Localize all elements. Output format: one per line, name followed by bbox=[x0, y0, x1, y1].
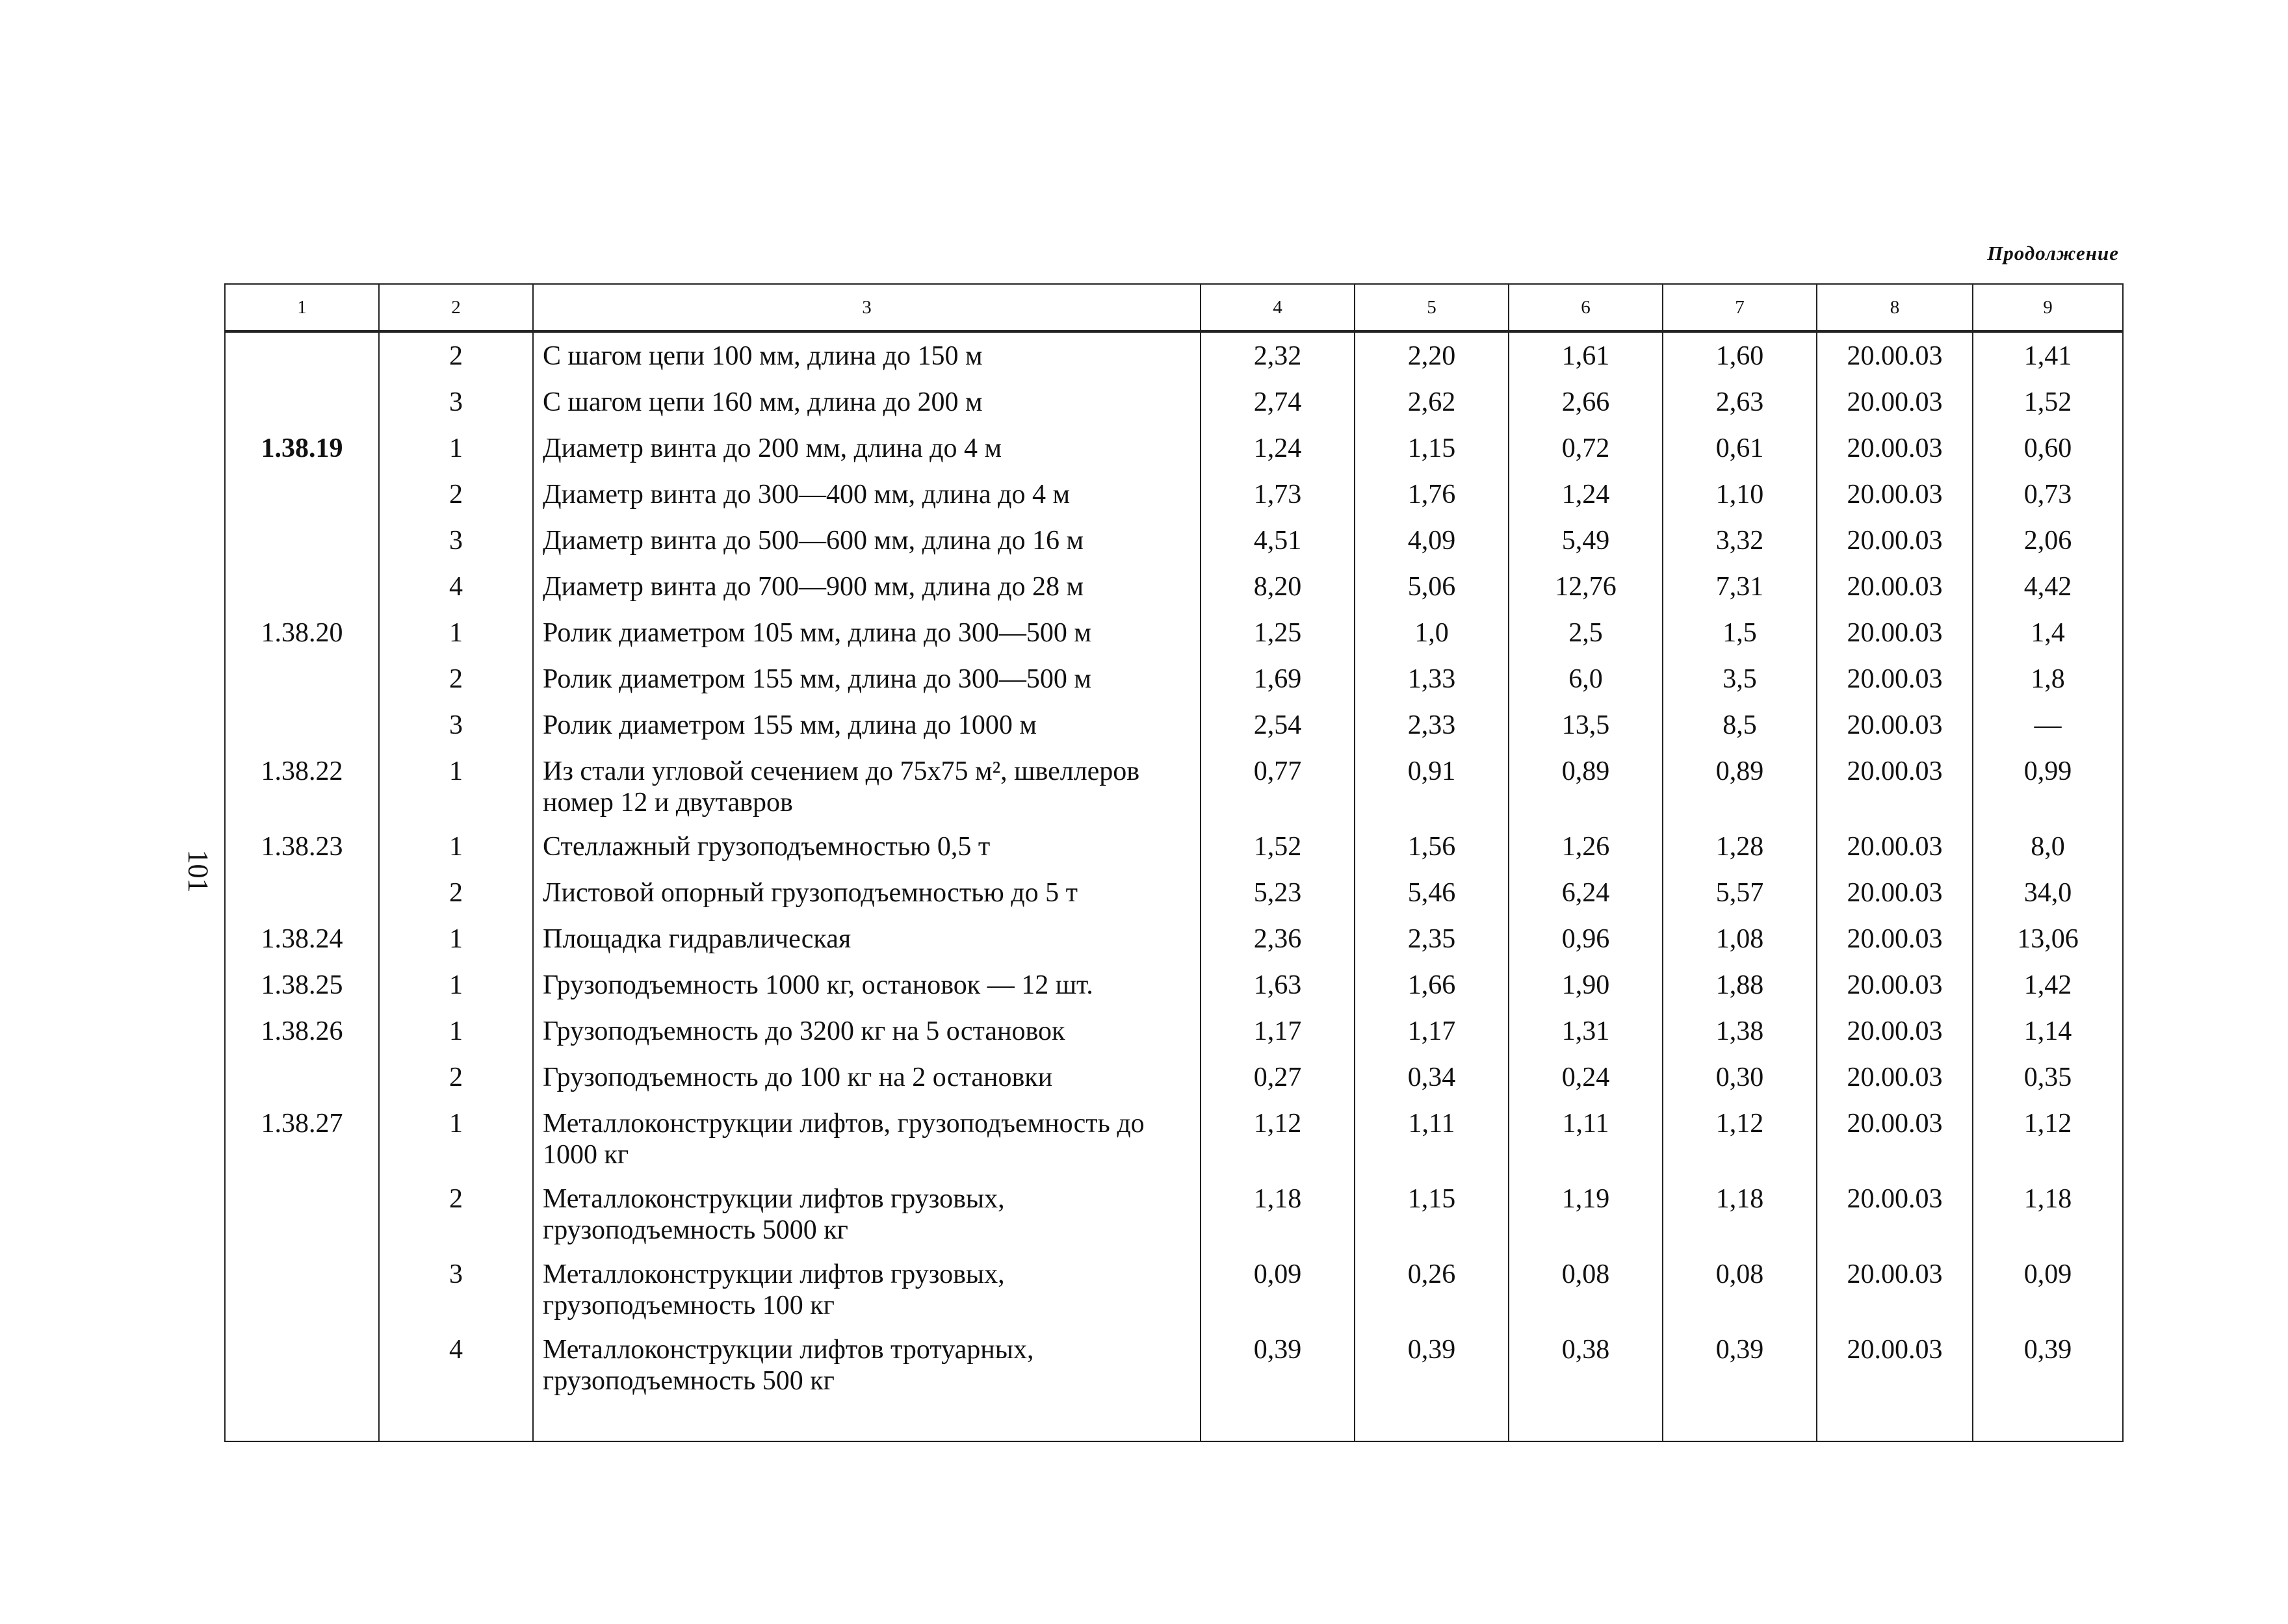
description-cell: Грузоподъемность до 100 кг на 2 остановки bbox=[533, 1054, 1201, 1100]
description-cell: Металлоконструкции лифтов, грузоподъемность до 1000 кг bbox=[533, 1100, 1201, 1176]
code-cell: 1.38.22 bbox=[225, 748, 379, 823]
value-cell-4: 0,39 bbox=[1201, 1326, 1355, 1402]
value-cell-9: 1,12 bbox=[1973, 1100, 2123, 1176]
description-cell: Грузоподъемность до 3200 кг на 5 остановок bbox=[533, 1008, 1201, 1054]
value-cell-4: 1,17 bbox=[1201, 1008, 1355, 1054]
value-cell-8: 20.00.03 bbox=[1817, 748, 1973, 823]
table-row bbox=[225, 610, 2123, 656]
value-cell-4: 2,36 bbox=[1201, 916, 1355, 962]
description-cell: Диаметр винта до 700—900 мм, длина до 28 м bbox=[533, 563, 1201, 610]
column-header: 4 bbox=[1201, 284, 1355, 331]
table-row bbox=[225, 1054, 2123, 1100]
value-cell-7: 7,31 bbox=[1663, 563, 1817, 610]
description-cell: Из стали угловой сечением до 75x75 м², швеллеров номер 12 и двутавров bbox=[533, 748, 1201, 823]
value-cell-8: 20.00.03 bbox=[1817, 1251, 1973, 1326]
value-cell-5: 1,56 bbox=[1355, 823, 1509, 870]
code-cell: 1.38.24 bbox=[225, 916, 379, 962]
value-cell-9: 13,06 bbox=[1973, 916, 2123, 962]
code-cell bbox=[225, 517, 379, 563]
value-cell-6: 5,49 bbox=[1509, 517, 1663, 563]
code-cell bbox=[225, 1054, 379, 1100]
value-cell-8: 20.00.03 bbox=[1817, 823, 1973, 870]
value-cell-5: 1,17 bbox=[1355, 1008, 1509, 1054]
value-cell-9: 1,42 bbox=[1973, 962, 2123, 1008]
number-cell: 2 bbox=[379, 331, 533, 379]
value-cell-7: 0,89 bbox=[1663, 748, 1817, 823]
number-cell: 4 bbox=[379, 1326, 533, 1402]
data-table bbox=[224, 283, 2124, 1442]
number-cell: 2 bbox=[379, 870, 533, 916]
value-cell-8: 20.00.03 bbox=[1817, 425, 1973, 471]
description-cell: Ролик диаметром 155 мм, длина до 1000 м bbox=[533, 702, 1201, 748]
value-cell-5: 5,06 bbox=[1355, 563, 1509, 610]
description-cell: С шагом цепи 100 мм, длина до 150 м bbox=[533, 331, 1201, 379]
value-cell-8: 20.00.03 bbox=[1817, 916, 1973, 962]
value-cell-4: 1,25 bbox=[1201, 610, 1355, 656]
value-cell-6: 0,08 bbox=[1509, 1251, 1663, 1326]
table-row bbox=[225, 702, 2123, 748]
value-cell-9: 1,41 bbox=[1973, 331, 2123, 379]
value-cell-5: 1,33 bbox=[1355, 656, 1509, 702]
value-cell-7: 1,28 bbox=[1663, 823, 1817, 870]
column-header: 8 bbox=[1817, 284, 1973, 331]
value-cell-4: 2,54 bbox=[1201, 702, 1355, 748]
value-cell-5: 0,34 bbox=[1355, 1054, 1509, 1100]
value-cell-5: 2,20 bbox=[1355, 331, 1509, 379]
column-header: 2 bbox=[379, 284, 533, 331]
description-cell: Металлоконструкции лифтов грузовых, грузоподъемность 100 кг bbox=[533, 1251, 1201, 1326]
description-cell: Стеллажный грузоподъемностью 0,5 т bbox=[533, 823, 1201, 870]
value-cell-9: 1,18 bbox=[1973, 1176, 2123, 1251]
value-cell-6: 0,72 bbox=[1509, 425, 1663, 471]
value-cell-5: 2,33 bbox=[1355, 702, 1509, 748]
value-cell-8: 20.00.03 bbox=[1817, 563, 1973, 610]
description-cell: Ролик диаметром 105 мм, длина до 300—500 м bbox=[533, 610, 1201, 656]
value-cell-6: 1,90 bbox=[1509, 962, 1663, 1008]
value-cell-9: 0,09 bbox=[1973, 1251, 2123, 1326]
description-cell: Диаметр винта до 200 мм, длина до 4 м bbox=[533, 425, 1201, 471]
value-cell-5: 1,11 bbox=[1355, 1100, 1509, 1176]
value-cell-8: 20.00.03 bbox=[1817, 962, 1973, 1008]
number-cell: 2 bbox=[379, 1054, 533, 1100]
value-cell-9: 4,42 bbox=[1973, 563, 2123, 610]
value-cell-7: 1,38 bbox=[1663, 1008, 1817, 1054]
table-row bbox=[225, 870, 2123, 916]
value-cell-9: 1,4 bbox=[1973, 610, 2123, 656]
code-cell bbox=[225, 656, 379, 702]
value-cell-5: 1,15 bbox=[1355, 1176, 1509, 1251]
value-cell-5: 2,62 bbox=[1355, 379, 1509, 425]
table-row bbox=[225, 748, 2123, 823]
code-cell: 1.38.25 bbox=[225, 962, 379, 1008]
description-cell: Металлоконструкции лифтов тротуарных, грузоподъемность 500 кг bbox=[533, 1326, 1201, 1402]
value-cell-7: 1,5 bbox=[1663, 610, 1817, 656]
page-number: 101 bbox=[182, 849, 214, 893]
value-cell-7: 0,08 bbox=[1663, 1251, 1817, 1326]
value-cell-6: 0,38 bbox=[1509, 1326, 1663, 1402]
table-bottom-filler bbox=[225, 1402, 2123, 1441]
column-header: 3 bbox=[533, 284, 1201, 331]
description-cell: Ролик диаметром 155 мм, длина до 300—500 м bbox=[533, 656, 1201, 702]
value-cell-9: 8,0 bbox=[1973, 823, 2123, 870]
value-cell-8: 20.00.03 bbox=[1817, 1326, 1973, 1402]
code-cell: 1.38.19 bbox=[225, 425, 379, 471]
value-cell-8: 20.00.03 bbox=[1817, 1176, 1973, 1251]
value-cell-4: 1,52 bbox=[1201, 823, 1355, 870]
value-cell-6: 12,76 bbox=[1509, 563, 1663, 610]
value-cell-9: 1,14 bbox=[1973, 1008, 2123, 1054]
table-row bbox=[225, 517, 2123, 563]
table-row bbox=[225, 563, 2123, 610]
value-cell-7: 3,5 bbox=[1663, 656, 1817, 702]
value-cell-4: 8,20 bbox=[1201, 563, 1355, 610]
number-cell: 2 bbox=[379, 471, 533, 517]
value-cell-5: 0,91 bbox=[1355, 748, 1509, 823]
number-cell: 1 bbox=[379, 962, 533, 1008]
value-cell-7: 0,39 bbox=[1663, 1326, 1817, 1402]
value-cell-9: 1,8 bbox=[1973, 656, 2123, 702]
value-cell-9: 0,39 bbox=[1973, 1326, 2123, 1402]
value-cell-4: 1,12 bbox=[1201, 1100, 1355, 1176]
value-cell-5: 1,76 bbox=[1355, 471, 1509, 517]
code-cell bbox=[225, 870, 379, 916]
description-cell: С шагом цепи 160 мм, длина до 200 м bbox=[533, 379, 1201, 425]
table-row bbox=[225, 425, 2123, 471]
table-row bbox=[225, 379, 2123, 425]
number-cell: 1 bbox=[379, 748, 533, 823]
table-row bbox=[225, 471, 2123, 517]
table-row bbox=[225, 1251, 2123, 1326]
code-cell: 1.38.27 bbox=[225, 1100, 379, 1176]
value-cell-6: 6,24 bbox=[1509, 870, 1663, 916]
description-cell: Диаметр винта до 500—600 мм, длина до 16 м bbox=[533, 517, 1201, 563]
value-cell-5: 1,0 bbox=[1355, 610, 1509, 656]
table-row bbox=[225, 1326, 2123, 1402]
value-cell-4: 0,77 bbox=[1201, 748, 1355, 823]
code-cell: 1.38.20 bbox=[225, 610, 379, 656]
value-cell-5: 2,35 bbox=[1355, 916, 1509, 962]
value-cell-6: 0,96 bbox=[1509, 916, 1663, 962]
value-cell-7: 3,32 bbox=[1663, 517, 1817, 563]
number-cell: 3 bbox=[379, 379, 533, 425]
number-cell: 4 bbox=[379, 563, 533, 610]
number-cell: 1 bbox=[379, 1008, 533, 1054]
value-cell-7: 1,18 bbox=[1663, 1176, 1817, 1251]
value-cell-9: 0,35 bbox=[1973, 1054, 2123, 1100]
column-header: 1 bbox=[225, 284, 379, 331]
code-cell: 1.38.23 bbox=[225, 823, 379, 870]
value-cell-8: 20.00.03 bbox=[1817, 1008, 1973, 1054]
value-cell-4: 2,32 bbox=[1201, 331, 1355, 379]
value-cell-6: 2,5 bbox=[1509, 610, 1663, 656]
number-cell: 3 bbox=[379, 702, 533, 748]
value-cell-5: 4,09 bbox=[1355, 517, 1509, 563]
value-cell-7: 5,57 bbox=[1663, 870, 1817, 916]
value-cell-6: 13,5 bbox=[1509, 702, 1663, 748]
value-cell-8: 20.00.03 bbox=[1817, 331, 1973, 379]
value-cell-9: 2,06 bbox=[1973, 517, 2123, 563]
value-cell-7: 1,12 bbox=[1663, 1100, 1817, 1176]
description-cell: Металлоконструкции лифтов грузовых, грузоподъемность 5000 кг bbox=[533, 1176, 1201, 1251]
value-cell-7: 0,61 bbox=[1663, 425, 1817, 471]
value-cell-8: 20.00.03 bbox=[1817, 471, 1973, 517]
table-row bbox=[225, 962, 2123, 1008]
value-cell-6: 1,19 bbox=[1509, 1176, 1663, 1251]
code-cell bbox=[225, 1176, 379, 1251]
value-cell-4: 1,73 bbox=[1201, 471, 1355, 517]
number-cell: 1 bbox=[379, 916, 533, 962]
value-cell-7: 8,5 bbox=[1663, 702, 1817, 748]
code-cell bbox=[225, 471, 379, 517]
value-cell-6: 1,24 bbox=[1509, 471, 1663, 517]
code-cell bbox=[225, 331, 379, 379]
description-cell: Листовой опорный грузоподъемностью до 5 т bbox=[533, 870, 1201, 916]
value-cell-5: 1,15 bbox=[1355, 425, 1509, 471]
value-cell-4: 1,63 bbox=[1201, 962, 1355, 1008]
table-row bbox=[225, 1176, 2123, 1251]
column-header: 6 bbox=[1509, 284, 1663, 331]
table-body bbox=[225, 331, 2123, 1441]
value-cell-7: 1,60 bbox=[1663, 331, 1817, 379]
description-cell: Площадка гидравлическая bbox=[533, 916, 1201, 962]
continuation-label: Продолжение bbox=[1987, 242, 2119, 264]
number-cell: 2 bbox=[379, 656, 533, 702]
header-row bbox=[225, 284, 2123, 331]
value-cell-7: 0,30 bbox=[1663, 1054, 1817, 1100]
code-cell bbox=[225, 1251, 379, 1326]
table-row bbox=[225, 916, 2123, 962]
value-cell-4: 1,18 bbox=[1201, 1176, 1355, 1251]
value-cell-6: 0,89 bbox=[1509, 748, 1663, 823]
description-cell: Диаметр винта до 300—400 мм, длина до 4 м bbox=[533, 471, 1201, 517]
value-cell-6: 1,26 bbox=[1509, 823, 1663, 870]
table-row bbox=[225, 331, 2123, 379]
value-cell-5: 0,39 bbox=[1355, 1326, 1509, 1402]
value-cell-9: 34,0 bbox=[1973, 870, 2123, 916]
value-cell-8: 20.00.03 bbox=[1817, 656, 1973, 702]
value-cell-4: 0,09 bbox=[1201, 1251, 1355, 1326]
value-cell-9: — bbox=[1973, 702, 2123, 748]
value-cell-6: 6,0 bbox=[1509, 656, 1663, 702]
number-cell: 1 bbox=[379, 823, 533, 870]
value-cell-6: 0,24 bbox=[1509, 1054, 1663, 1100]
value-cell-4: 0,27 bbox=[1201, 1054, 1355, 1100]
value-cell-5: 5,46 bbox=[1355, 870, 1509, 916]
value-cell-6: 1,11 bbox=[1509, 1100, 1663, 1176]
value-cell-7: 1,88 bbox=[1663, 962, 1817, 1008]
code-cell bbox=[225, 1326, 379, 1402]
value-cell-8: 20.00.03 bbox=[1817, 870, 1973, 916]
column-header: 9 bbox=[1973, 284, 2123, 331]
value-cell-8: 20.00.03 bbox=[1817, 610, 1973, 656]
table-row bbox=[225, 656, 2123, 702]
value-cell-5: 0,26 bbox=[1355, 1251, 1509, 1326]
value-cell-6: 1,61 bbox=[1509, 331, 1663, 379]
table-row bbox=[225, 1100, 2123, 1176]
value-cell-9: 1,52 bbox=[1973, 379, 2123, 425]
description-cell: Грузоподъемность 1000 кг, остановок — 12 шт. bbox=[533, 962, 1201, 1008]
value-cell-7: 1,08 bbox=[1663, 916, 1817, 962]
column-header: 5 bbox=[1355, 284, 1509, 331]
number-cell: 2 bbox=[379, 1176, 533, 1251]
number-cell: 1 bbox=[379, 425, 533, 471]
value-cell-8: 20.00.03 bbox=[1817, 1100, 1973, 1176]
value-cell-4: 4,51 bbox=[1201, 517, 1355, 563]
value-cell-9: 0,73 bbox=[1973, 471, 2123, 517]
code-cell bbox=[225, 702, 379, 748]
code-cell bbox=[225, 379, 379, 425]
number-cell: 1 bbox=[379, 1100, 533, 1176]
value-cell-8: 20.00.03 bbox=[1817, 702, 1973, 748]
number-cell: 3 bbox=[379, 1251, 533, 1326]
number-cell: 3 bbox=[379, 517, 533, 563]
table-row bbox=[225, 1008, 2123, 1054]
value-cell-5: 1,66 bbox=[1355, 962, 1509, 1008]
value-cell-8: 20.00.03 bbox=[1817, 517, 1973, 563]
value-cell-6: 1,31 bbox=[1509, 1008, 1663, 1054]
number-cell: 1 bbox=[379, 610, 533, 656]
value-cell-4: 1,69 bbox=[1201, 656, 1355, 702]
code-cell: 1.38.26 bbox=[225, 1008, 379, 1054]
value-cell-6: 2,66 bbox=[1509, 379, 1663, 425]
value-cell-4: 5,23 bbox=[1201, 870, 1355, 916]
value-cell-4: 2,74 bbox=[1201, 379, 1355, 425]
value-cell-7: 2,63 bbox=[1663, 379, 1817, 425]
value-cell-9: 0,99 bbox=[1973, 748, 2123, 823]
table-row bbox=[225, 823, 2123, 870]
column-header: 7 bbox=[1663, 284, 1817, 331]
value-cell-7: 1,10 bbox=[1663, 471, 1817, 517]
value-cell-9: 0,60 bbox=[1973, 425, 2123, 471]
value-cell-8: 20.00.03 bbox=[1817, 1054, 1973, 1100]
value-cell-4: 1,24 bbox=[1201, 425, 1355, 471]
code-cell bbox=[225, 563, 379, 610]
value-cell-8: 20.00.03 bbox=[1817, 379, 1973, 425]
